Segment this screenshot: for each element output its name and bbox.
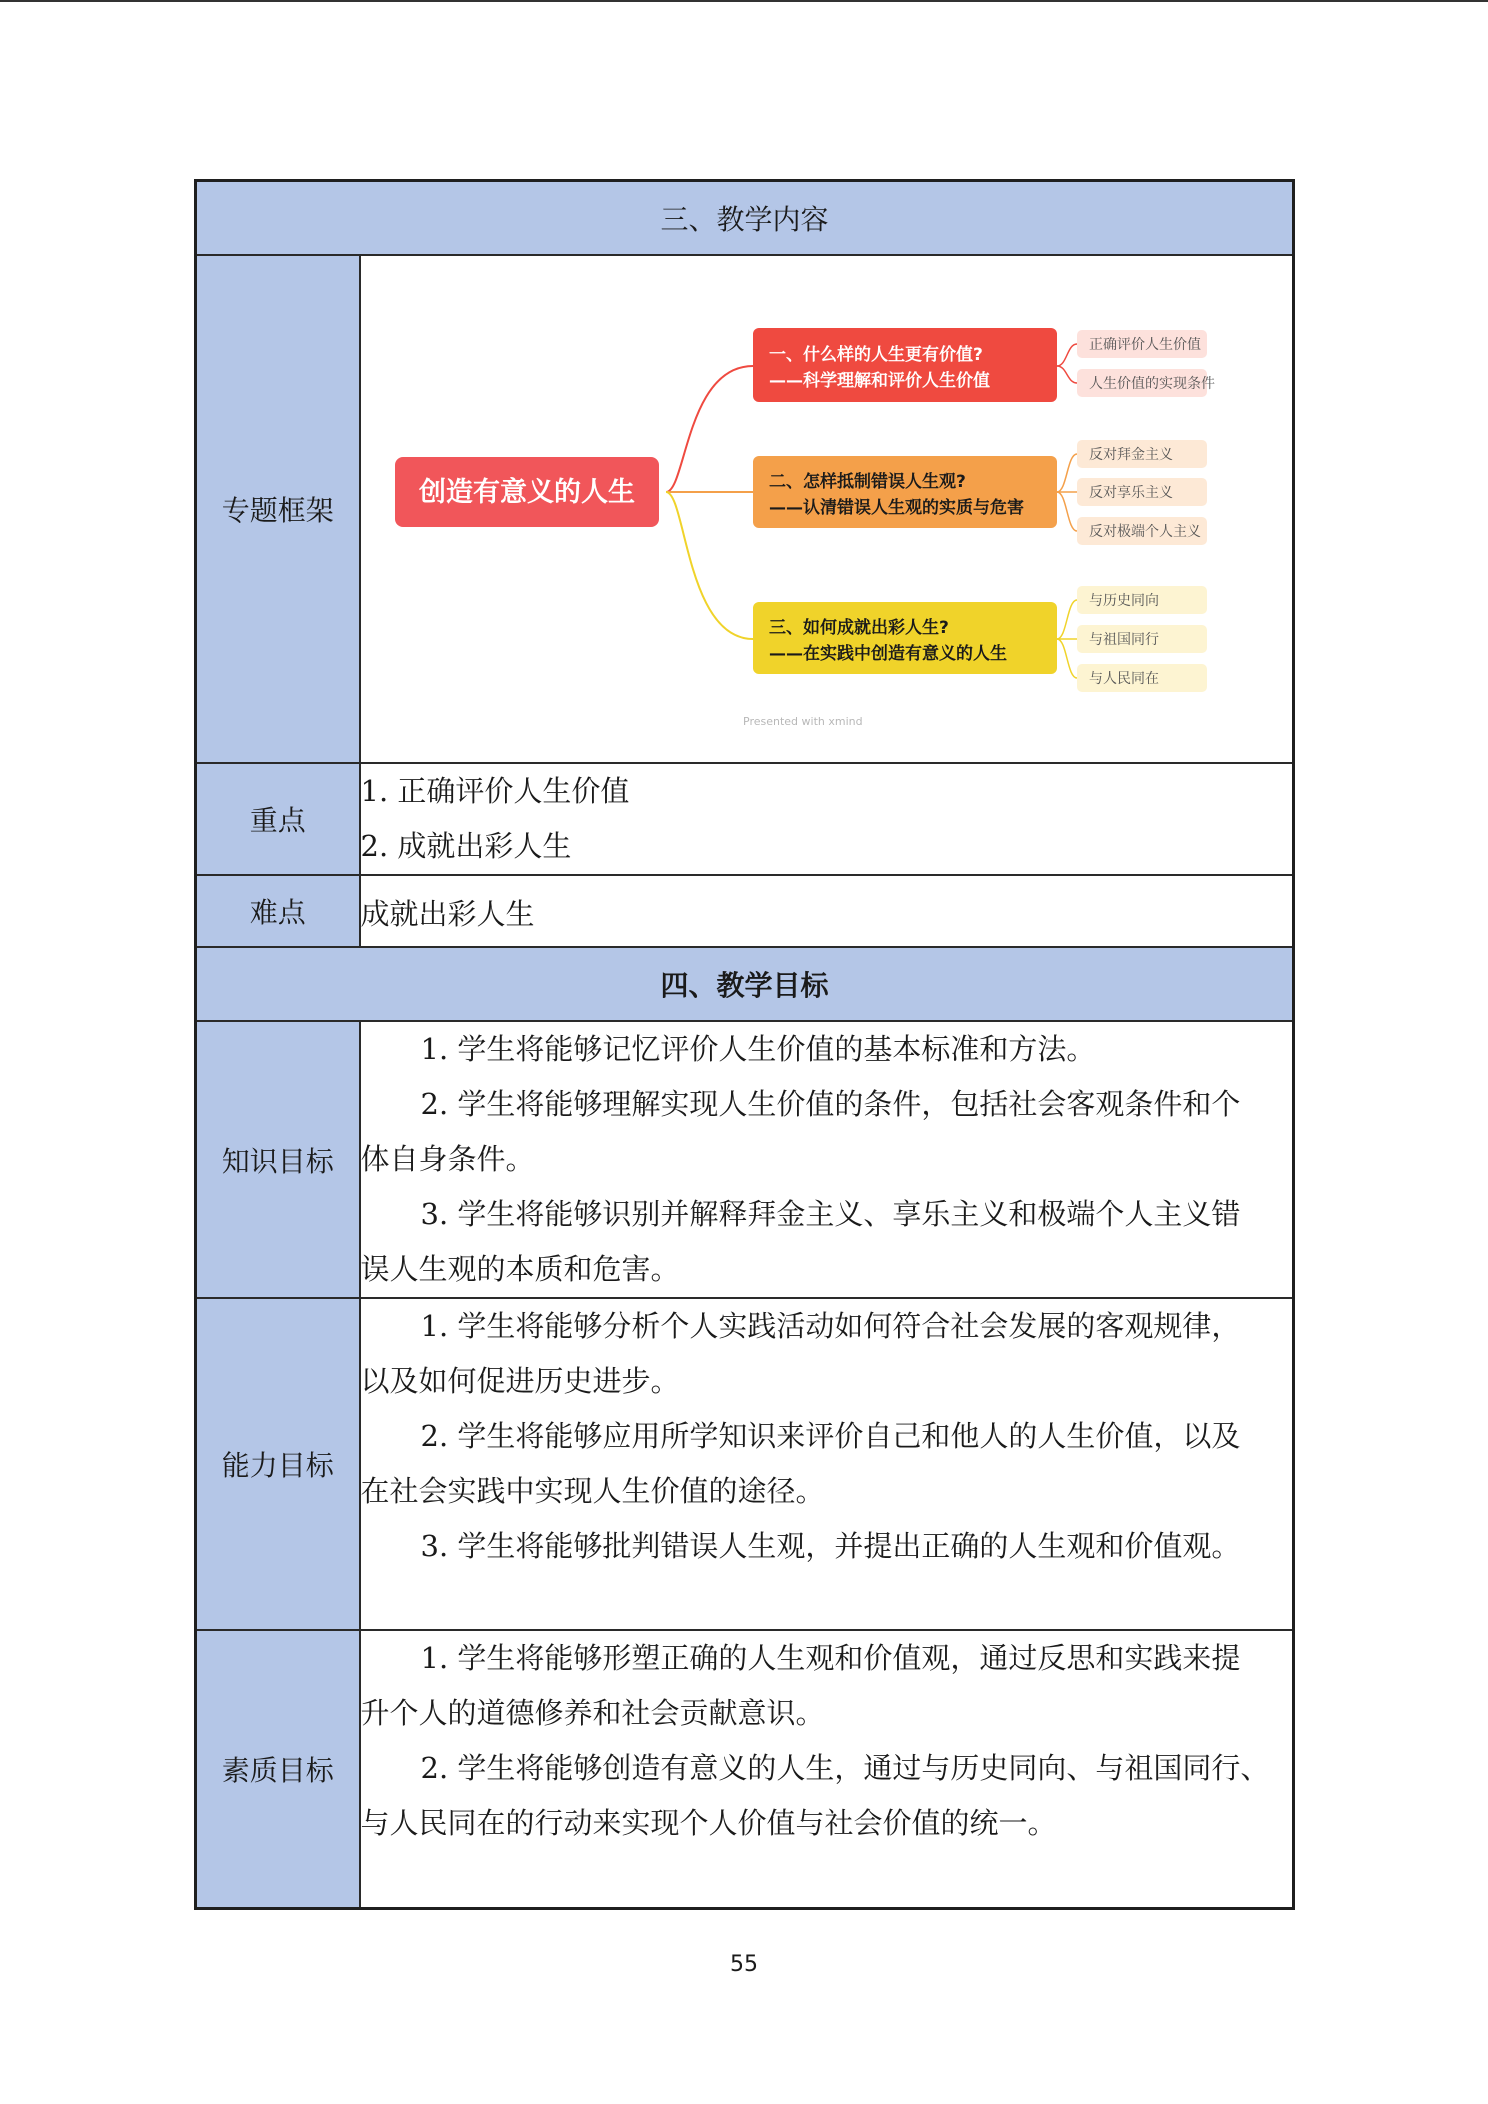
branch-2-title: 二、怎样抵制错误人生观?: [768, 472, 966, 492]
key-points-label: 重点: [196, 763, 360, 875]
knowledge-item: 3. 学生将能够识别并解释拜金主义、享乐主义和极端个人主义错 误人生观的本质和危害。: [360, 1197, 1241, 1286]
framework-label: 专题框架: [196, 255, 360, 763]
quality-item: 2. 学生将能够创造有意义的人生，通过与历史同向、与祖国同行、 与人民同在的行动来实现个人价值与社会价值的统一。: [360, 1751, 1270, 1840]
mindmap-diagram: [361, 256, 1296, 762]
quality-row: [196, 1630, 1294, 1909]
section4-title: 四、教学目标: [196, 947, 1294, 1021]
difficulty-label: 难点: [196, 875, 360, 947]
connector-branch-1: [666, 366, 753, 492]
difficulty-row: [196, 875, 1294, 947]
leaf-1-1-text: 正确评价人生价值: [1088, 337, 1201, 353]
difficulty-text: 成就出彩人生: [360, 896, 535, 931]
ability-item: 1. 学生将能够分析个人实践活动如何符合社会发展的客观规律， 以及如何促进历史进步。: [360, 1309, 1241, 1398]
framework-cell: [360, 255, 1294, 763]
connector-leaf-2-1: [1057, 454, 1077, 492]
leaf-2-2-text: 反对享乐主义: [1088, 485, 1173, 501]
section3-header-row: [196, 181, 1294, 256]
connector-leaf-3-3: [1057, 639, 1077, 678]
ability-label: 能力目标: [196, 1298, 360, 1630]
branch-3-subtitle: ——在实践中创造有意义的人生: [768, 644, 1007, 664]
difficulty-content: [360, 875, 1294, 947]
teaching-plan-table: [194, 179, 1295, 1910]
knowledge-label: 知识目标: [196, 1021, 360, 1298]
leaf-3-1-text: 与历史同向: [1088, 593, 1159, 609]
leaf-3-3-text: 与人民同在: [1088, 671, 1159, 687]
knowledge-content: [360, 1021, 1294, 1298]
branch-3-title: 三、如何成就出彩人生?: [768, 618, 949, 638]
section4-header-row: [196, 947, 1294, 1021]
leaf-3-2-text: 与祖国同行: [1088, 632, 1159, 648]
ability-row: [196, 1298, 1294, 1630]
mindmap-root-text: 创造有意义的人生: [418, 477, 635, 508]
connector-branch-3: [666, 492, 753, 639]
section3-title: 三、教学内容: [196, 181, 1294, 256]
key-points-content: [360, 763, 1294, 875]
ability-item: 3. 学生将能够批判错误人生观，并提出正确的人生观和价值观。: [420, 1529, 1241, 1563]
quality-content: [360, 1630, 1294, 1909]
xmind-credit: Presented with xmind: [742, 715, 863, 728]
knowledge-item: 2. 学生将能够理解实现人生价值的条件，包括社会客观条件和个 体自身条件。: [360, 1087, 1241, 1176]
connector-leaf-1-2: [1057, 366, 1077, 383]
leaf-2-1-text: 反对拜金主义: [1088, 447, 1173, 463]
connector-leaf-3-1: [1057, 600, 1077, 639]
key-points-row: [196, 763, 1294, 875]
top-border-line: [0, 0, 1488, 2]
branch-1-title: 一、什么样的人生更有价值?: [768, 345, 983, 365]
knowledge-row: [196, 1021, 1294, 1298]
connector-leaf-1-1: [1057, 344, 1077, 366]
key-point-item: 1. 正确评价人生价值: [360, 774, 630, 808]
knowledge-item: 1. 学生将能够记忆评价人生价值的基本标准和方法。: [420, 1032, 1096, 1066]
quality-label: 素质目标: [196, 1630, 360, 1909]
page-number: 55: [730, 1952, 758, 1977]
ability-item: 2. 学生将能够应用所学知识来评价自己和他人的人生价值，以及 在社会实践中实现人生价值的途径。: [360, 1419, 1241, 1508]
leaf-2-3-text: 反对极端个人主义: [1088, 524, 1201, 540]
connector-leaf-2-3: [1057, 492, 1077, 531]
branch-1-subtitle: ——科学理解和评价人生价值: [768, 371, 990, 391]
framework-row: [196, 255, 1294, 763]
key-point-item: 2. 成就出彩人生: [360, 829, 572, 863]
ability-content: [360, 1298, 1294, 1630]
branch-2-subtitle: ——认清错误人生观的实质与危害: [768, 498, 1024, 518]
quality-item: 1. 学生将能够形塑正确的人生观和价值观，通过反思和实践来提 升个人的道德修养和社会贡献意识。: [360, 1641, 1241, 1730]
leaf-1-2-text: 人生价值的实现条件: [1088, 376, 1215, 392]
